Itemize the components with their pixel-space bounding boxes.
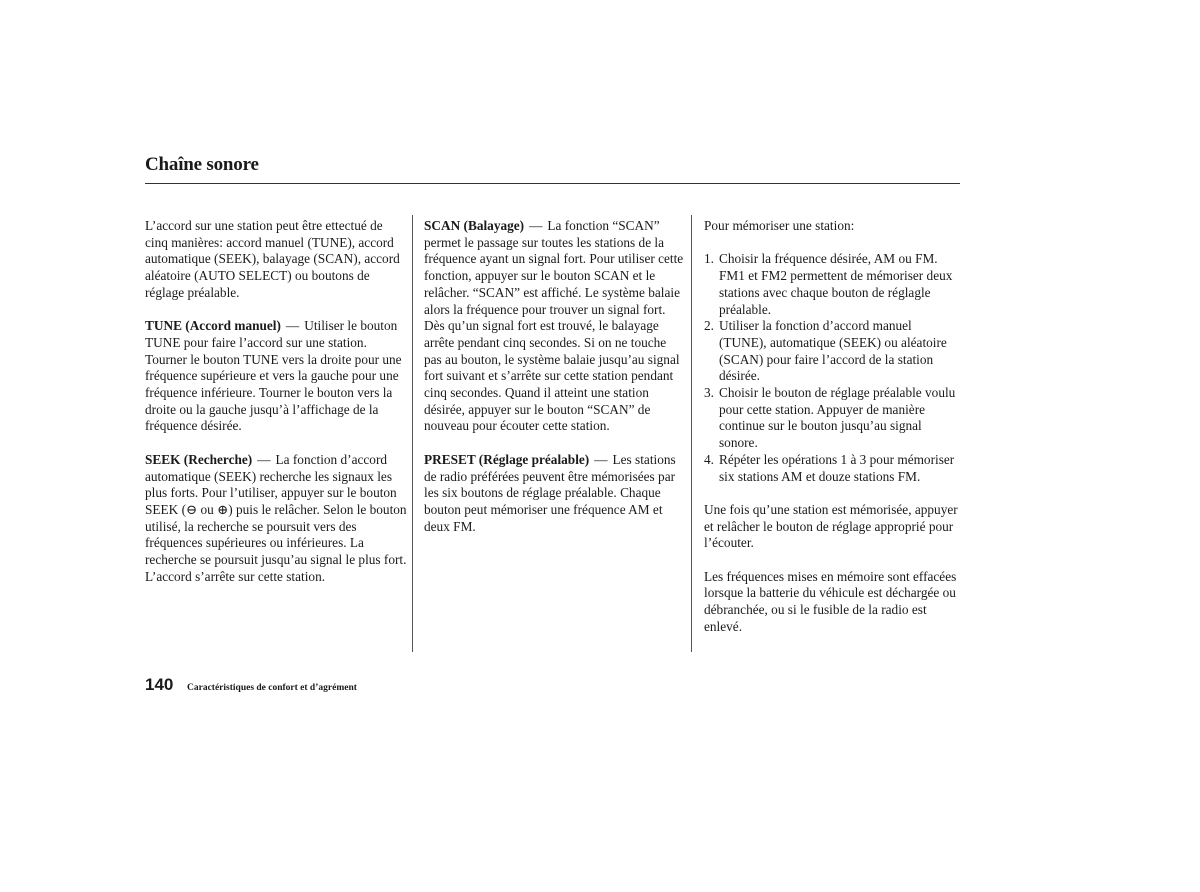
em-dash: —	[529, 218, 543, 233]
em-dash: —	[257, 451, 271, 467]
tuning-intro-paragraph: L’accord sur une station peut être ettectué de cinq manières: accord manuel (TUNE), accord automatique (SEEK), balayage (SCAN), accord aléatoire (AUTO SELECT) ou boutons de réglage préalable.	[145, 218, 400, 300]
step-text: Choisir la fréquence désirée, AM ou FM. FM1 et FM2 permettent de mémoriser deux stations avec chaque bouton de réglagle préalable.	[719, 251, 953, 317]
section-title: Chaîne sonore	[145, 154, 259, 175]
page-number: 140	[145, 675, 174, 694]
scan-paragraph	[424, 218, 686, 435]
column-2	[424, 218, 686, 535]
step-number: 2.	[704, 318, 714, 334]
preset-term: PRESET (Réglage préalable)	[424, 451, 590, 467]
step-text: Répéter les opérations 1 à 3 pour mémoriser six stations AM et douze stations FM.	[719, 451, 955, 484]
em-dash: —	[594, 451, 608, 467]
preset-paragraph	[424, 452, 686, 536]
seek-paragraph	[145, 452, 407, 586]
tune-term: TUNE (Accord manuel)	[145, 318, 281, 334]
scan-text: permet le passage sur toutes les stations de la fréquence ayant un signal fort. Pour utiliser cette fonction, appuyer sur le bouton SCAN et le relâcher. “SCAN” est affiché. Le système balaie alors la fréquence pour trouver un signal fort. Dès qu’un signal fort est trouvé, le balayage arrête pendant cinq secondes. Si on ne touche pas au bouton, le système balaie jusqu’au signal fort suivant et s’arrête sur cette station pendant cinq secondes. Quand il atteint une station désirée, appuyer sur le bouton “SCAN” de nouveau pour écouter cette station.	[424, 234, 684, 434]
step-text: Utiliser la fonction d’accord manuel (TUNE), automatique (SEEK) ou aléatoire (SCAN) pour faire l’accord de la station désirée.	[719, 318, 947, 384]
column-3	[704, 218, 960, 636]
step-number: 1.	[704, 251, 714, 267]
scan-text-lead: La fonction “SCAN”	[547, 218, 660, 233]
preset-text-lead: Les	[612, 451, 632, 467]
tune-paragraph	[145, 318, 407, 435]
list-item	[704, 385, 960, 452]
tune-text-lead: Utiliser le	[304, 318, 358, 334]
title-divider	[145, 183, 960, 184]
list-item	[704, 251, 960, 318]
column-1	[145, 218, 407, 585]
list-item	[704, 318, 960, 385]
seek-text-lead: La fonction d’accord	[275, 451, 388, 467]
em-dash: —	[285, 318, 300, 334]
seek-term: SEEK (Recherche)	[145, 451, 253, 467]
after-memorize-paragraph: Une fois qu’une station est mémorisée, appuyer et relâcher le bouton de réglage approprié pour l’écouter.	[704, 501, 958, 551]
tune-text: bouton TUNE pour faire l’accord sur une station. Tourner le bouton TUNE vers la droite pour une fréquence supérieure et vers la gauche pour une fréquence inférieure. Tourner le bouton vers la droite ou la gauche jusqu’à l’affichage de la fréquence désirée.	[145, 318, 402, 434]
memorize-intro: Pour mémoriser une station:	[704, 218, 855, 233]
seek-text: automatique (SEEK) recherche les signaux les plus forts. Pour l’utiliser, appuyer sur le bouton SEEK (⊖ ou ⊕) puis le relâcher. Selon le bouton utilisé, la recherche se poursuit vers des fréquences supérieures ou inférieures. La recherche se poursuit jusqu’au signal le plus fort. L’accord s’arrête sur cette station.	[145, 468, 407, 584]
memorize-steps-list	[704, 251, 960, 485]
footer-section-label: Caractéristiques de confort et d’agrément	[187, 683, 357, 693]
step-number: 3.	[704, 385, 714, 401]
step-number: 4.	[704, 451, 714, 467]
column-divider-1	[412, 215, 413, 652]
list-item	[704, 452, 960, 485]
step-text: Choisir le bouton de réglage préalable voulu pour cette station. Appuyer de manière continue sur le bouton jusqu’au signal sonore.	[719, 385, 956, 451]
preset-text: stations de radio préférées peuvent être mémorisées par les six boutons de réglage préalable. Chaque bouton peut mémoriser une fréquence AM et deux FM.	[424, 451, 676, 534]
column-divider-2	[691, 215, 692, 652]
scan-term: SCAN (Balayage)	[424, 218, 525, 233]
memory-erase-note: Les fréquences mises en mémoire sont effacées lorsque la batterie du véhicule est déchargée ou débranchée, ou si le fusible de la radio est enlevé.	[704, 568, 957, 634]
